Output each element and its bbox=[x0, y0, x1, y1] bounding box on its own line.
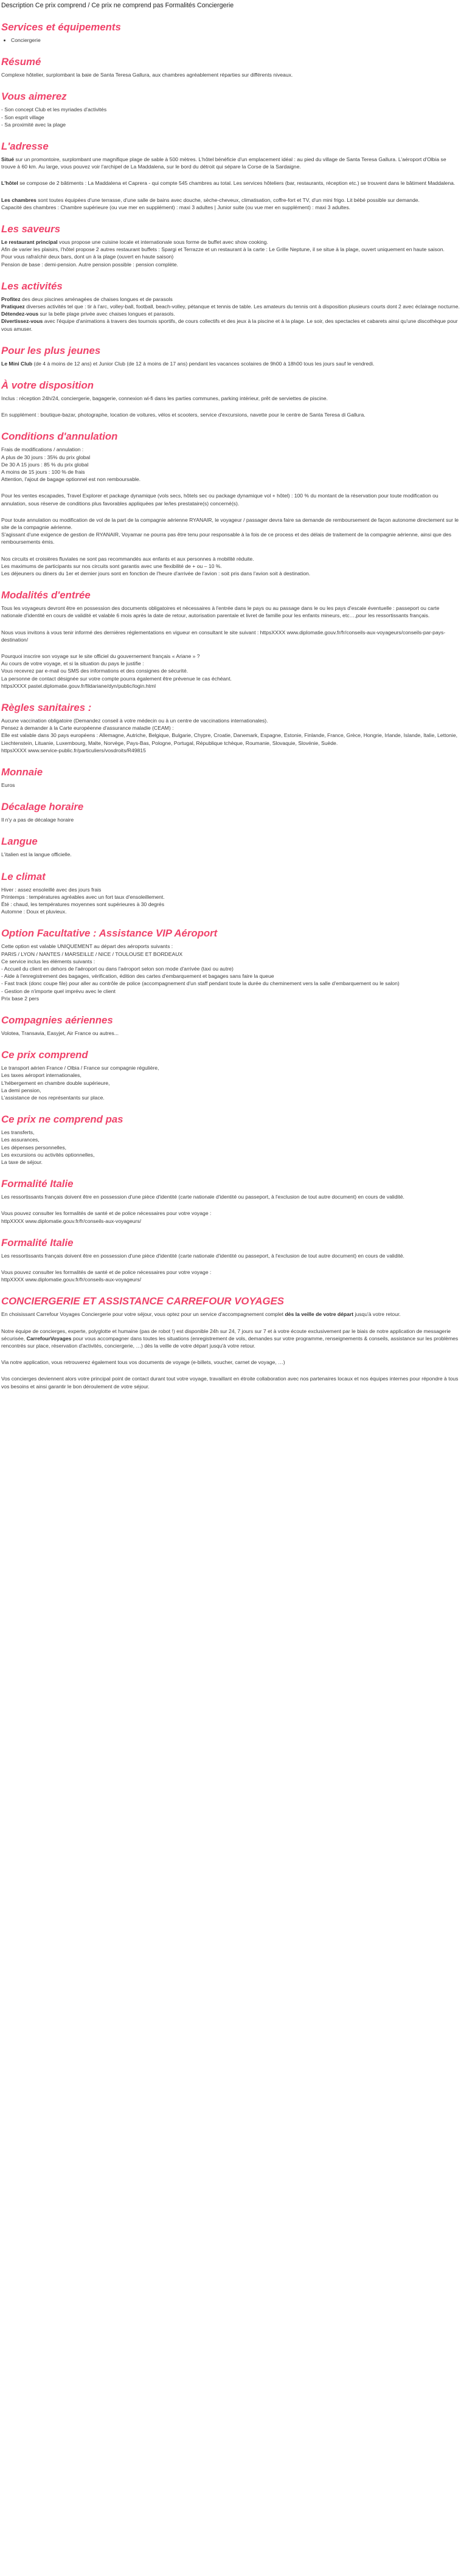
section-formalite-italie bbox=[1, 1237, 460, 1284]
body-text: La personne de contact désignée sur votre compte pourra également être prévenue le cas échéant. bbox=[1, 675, 232, 682]
text-line bbox=[1, 1072, 460, 1079]
text-line bbox=[1, 492, 460, 507]
text-line bbox=[1, 675, 460, 682]
section-pour-les-plus-jeunes bbox=[1, 345, 460, 367]
body-text: Les assurances, bbox=[1, 1137, 40, 1143]
paragraph bbox=[1, 71, 460, 78]
body-text: Ce service inclus les éléments suivants : bbox=[1, 958, 95, 964]
text-line bbox=[1, 468, 460, 476]
section-title: Décalage horaire bbox=[1, 801, 84, 813]
list-item: • Conciergerie bbox=[11, 36, 460, 44]
body-text: PARIS / LYON / NANTES / MARSEILLE / NICE / TOULOUSE ET BORDEAUX bbox=[1, 950, 183, 957]
body-text: Nous vous invitons à vous tenir informé des dernières réglementations en vigueur en consultant le site suivant : httpsXXXX www.diplomatie.gouv.fr/fr/conseils-aux-voyageurs/conseils-par-pays-destination/ bbox=[1, 629, 446, 643]
text-line bbox=[1, 629, 460, 643]
body-text: Pour vous rafraîchir deux bars, dont un à la plage (ouvert en haute saison) bbox=[1, 254, 174, 260]
body-text: httpsXXXX www.service-public.fr/particuliers/vosdroits/R49815 bbox=[1, 747, 146, 753]
body-text: Pourquoi inscrire son voyage sur le site officiel du gouvernement français « Ariane » ? bbox=[1, 653, 200, 659]
text-line bbox=[1, 1079, 460, 1087]
section-title: Règles sanitaires : bbox=[1, 702, 92, 714]
text-line bbox=[1, 995, 460, 1002]
body-text: - Aide à l'enregistrement des bagages, vérification, édition des cartes d'embarquement et bagages sans faire la queue bbox=[1, 973, 274, 980]
body-text: jusqu'à votre retour. bbox=[353, 1311, 401, 1318]
body-text: Hiver : assez ensoleillé avec des jours frais bbox=[1, 886, 102, 893]
body-text: sur la belle plage privée avec chaises longues et parasols. bbox=[38, 311, 175, 317]
section-title: L'adresse bbox=[1, 140, 49, 152]
text-line bbox=[1, 531, 460, 545]
text-line bbox=[1, 1252, 460, 1259]
text-line bbox=[1, 253, 460, 260]
body-text: Automne : Doux et pluvieux. bbox=[1, 909, 67, 915]
text-line bbox=[1, 717, 460, 724]
paragraph bbox=[1, 1064, 460, 1101]
section-l-adresse bbox=[1, 140, 460, 211]
emphasis-text: Le Mini Club bbox=[1, 360, 33, 367]
emphasis-text: Détendez-vous bbox=[1, 311, 39, 317]
body-text: Le transport aérien France / Olbia / France sur compagnie régulière, bbox=[1, 1065, 159, 1072]
text-line bbox=[1, 781, 460, 789]
text-line bbox=[1, 204, 460, 211]
section-title: Les activités bbox=[1, 280, 63, 292]
body-text: S'agissant d'une exigence de gestion de RYANAIR, Voyamar ne pourra pas être tenu pour responsable à la fois de ce process et des délais de traitement de la compagnie aérienne, ainsi que des remboursements émis. bbox=[1, 531, 452, 545]
text-line bbox=[1, 965, 460, 972]
section-decalage-horaire bbox=[1, 801, 460, 823]
body-text: Il n'y a pas de décalage horaire bbox=[1, 817, 74, 823]
body-text: httpsXXXX pastel.diplomatie.gouv.fr/fildariane/dyn/public/login.html bbox=[1, 682, 156, 689]
content bbox=[1, 21, 460, 1390]
body-text: (de 4 à moins de 12 ans) et Junior Club (de 12 à moins de 17 ans) pendant les vacances scolaires de 9h00 à 18h00 tous les jours sauf le vendredi. bbox=[32, 360, 375, 367]
section-compagnies-aeriennes bbox=[1, 1014, 460, 1037]
paragraph bbox=[1, 156, 460, 170]
body-text: L'assistance de nos représentants sur place. bbox=[1, 1094, 105, 1101]
text-line bbox=[1, 555, 460, 563]
text-line bbox=[1, 1193, 460, 1200]
paragraph bbox=[1, 604, 460, 619]
section-services-et-equipements bbox=[1, 21, 460, 44]
text-line bbox=[1, 1311, 460, 1318]
body-text: De 30 A 15 jours : 85 % du prix global bbox=[1, 461, 89, 468]
paragraph bbox=[1, 555, 460, 578]
section-conciergerie-et-assistance-carrefour-voyages bbox=[1, 1295, 460, 1390]
body-text: La taxe de séjour. bbox=[1, 1158, 43, 1165]
body-text: Cette option est valable UNIQUEMENT au départ des aéroports suivants : bbox=[1, 943, 173, 950]
body-text: - Gestion de n'importe quel imprévu avec le client bbox=[1, 988, 116, 994]
text-line bbox=[1, 261, 460, 268]
paragraph bbox=[1, 516, 460, 546]
paragraph bbox=[1, 1210, 460, 1224]
text-line bbox=[1, 516, 460, 531]
text-line bbox=[1, 1269, 460, 1276]
text-line bbox=[1, 1087, 460, 1094]
text-line bbox=[1, 1217, 460, 1225]
text-line bbox=[1, 570, 460, 577]
body-text: Prix base 2 pers bbox=[1, 995, 40, 1002]
body-text: Pour toute annulation ou modification de vol de la part de la compagnie aérienne RYANAIR, le voyageur / passager devra faire sa demande de remboursement de façon autonome directement sur le site de la compagnie aérienne. bbox=[1, 516, 459, 530]
paragraph bbox=[1, 179, 460, 187]
paragraph bbox=[1, 1030, 460, 1037]
section-modalites-d-entree bbox=[1, 589, 460, 690]
text-line bbox=[1, 296, 460, 303]
body-text: Pension de base : demi-pension. Autre pension possible : pension complète. bbox=[1, 261, 178, 268]
section-resume bbox=[1, 56, 460, 78]
paragraph bbox=[1, 446, 460, 483]
paragraph bbox=[1, 851, 460, 858]
paragraph bbox=[1, 106, 460, 128]
emphasis-text: Divertissez-vous bbox=[1, 318, 43, 325]
text-line bbox=[1, 1359, 460, 1366]
body-text: Vous pouvez consulter les formalités de santé et de police nécessaires pour votre voyage : bbox=[1, 1269, 212, 1275]
section-ce-prix-ne-comprend-pas bbox=[1, 1113, 460, 1166]
body-text: Au cours de votre voyage, et si la situation du pays le justifie : bbox=[1, 660, 144, 667]
text-line bbox=[1, 1136, 460, 1143]
text-line bbox=[1, 950, 460, 958]
text-line bbox=[1, 901, 460, 908]
section-title: Formalité Italie bbox=[1, 1236, 74, 1248]
body-text: diverses activités tel que : tir à l'arc, volley-ball, football, beach-volley, pétanque et tennis de table. Les amateurs du tennis ont à disposition plusieurs courts dont 2 avec éclairage nocturne. bbox=[24, 303, 460, 310]
body-text: - Accueil du client en dehors de l'aéroport ou dans l'aéroport selon son mode d'arrivée (taxi ou autre) bbox=[1, 965, 234, 972]
section-le-climat bbox=[1, 871, 460, 916]
breadcrumb: Description Ce prix comprend / Ce prix ne comprend pas Formalités Conciergerie bbox=[1, 2, 234, 9]
section-title: Formalité Italie bbox=[1, 1178, 74, 1190]
text-line bbox=[1, 395, 460, 402]
text-line bbox=[1, 604, 460, 619]
text-line bbox=[1, 1210, 460, 1217]
body-text: sont toutes équipées d'une terrasse, d'une salle de bains avec douche, sèche-cheveux, climatisation, coffre-fort et TV, d'un mini frigo. Lit bébé possible sur demande. bbox=[36, 196, 420, 203]
paragraph bbox=[1, 781, 460, 789]
paragraph bbox=[1, 1359, 460, 1366]
text-line bbox=[1, 1276, 460, 1283]
text-line bbox=[1, 908, 460, 915]
paragraph bbox=[1, 395, 460, 402]
text-line bbox=[1, 121, 460, 128]
section-title: Ce prix comprend bbox=[1, 1049, 88, 1061]
body-text: Euros bbox=[1, 782, 15, 788]
paragraph bbox=[1, 1311, 460, 1318]
paragraph bbox=[1, 1269, 460, 1283]
body-text: des deux piscines aménagées de chaises longues et de parasols bbox=[20, 296, 173, 302]
text-line bbox=[1, 303, 460, 310]
body-text: pour vous accompagner dans toutes les situations (enregistrement de vols, demandes sur votre programme, renseignements & conseils, assistance sur les problèmes rencontrés sur place, réservation d'activités, conciergerie, …) dès la veille de votre départ jusqu'à votre retour. bbox=[1, 1335, 459, 1349]
emphasis-text: Profitez bbox=[1, 296, 21, 302]
body-text: Capacité des chambres : Chambre supérieure (ou vue mer en supplément) : maxi 3 adultes | Junior suite (ou vue mer en supplément) : maxi 3 adultes. bbox=[1, 204, 350, 210]
section-vous-aimerez bbox=[1, 91, 460, 128]
text-line bbox=[1, 653, 460, 660]
body-text: Vos concierges deviennent alors votre principal point de contact durant tout votre voyage, travaillant en étroite collaboration avec nos partenaires locaux et nos équipes internes pour répondre à tous vos besoins et ainsi garantir le bon déroulement de votre séjour. bbox=[1, 1376, 459, 1390]
section-conditions-d-annulation bbox=[1, 431, 460, 577]
body-text: Afin de varier les plaisirs, l'hôtel propose 2 autres restaurant buffets : Spargi et Terrazze et un restaurant à la carte : Le Grille Neptune, il se situe à la plage, ouvert uniquement en haute saison. bbox=[1, 246, 445, 253]
body-text: httpXXXX www.diplomatie.gouv.fr/fr/conseils-aux-voyageurs/ bbox=[1, 1217, 142, 1224]
body-text: se compose de 2 bâtiments : La Maddalena et Caprera - qui compte 545 chambres au total. Les services hôteliers (bar, restaurants, réception etc.) se trouvent dans le bâtiment Maddalena. bbox=[18, 180, 456, 187]
paragraph bbox=[1, 717, 460, 754]
text-line bbox=[1, 660, 460, 667]
paragraph bbox=[1, 1375, 460, 1390]
text-line bbox=[1, 1129, 460, 1136]
text-line bbox=[1, 1328, 460, 1350]
body-text: Printemps : températures agréables avec un fort taux d'ensoleillement. bbox=[1, 893, 165, 900]
section-title: CONCIERGERIE ET ASSISTANCE CARREFOUR VOYAGES bbox=[1, 1295, 284, 1307]
section-monnaie bbox=[1, 766, 460, 789]
section-option-facultative-assistance-vip-aeroport bbox=[1, 927, 460, 1002]
paragraph bbox=[1, 492, 460, 507]
text-line bbox=[1, 71, 460, 78]
body-text: A plus de 30 jours : 35% du prix global bbox=[1, 454, 91, 460]
body-text: L'italien est la langue officielle. bbox=[1, 851, 72, 858]
text-line bbox=[1, 1151, 460, 1158]
paragraph bbox=[1, 238, 460, 268]
emphasis-text: L'hôtel bbox=[1, 180, 18, 187]
section-title: Langue bbox=[1, 836, 38, 848]
paragraph bbox=[1, 943, 460, 1002]
text-line bbox=[1, 563, 460, 570]
paragraph bbox=[1, 1328, 460, 1350]
section-title: À votre disposition bbox=[1, 379, 94, 391]
text-line bbox=[1, 1094, 460, 1101]
text-line bbox=[1, 732, 460, 746]
text-line bbox=[1, 446, 460, 453]
body-text: - Sa proximité avec la plage bbox=[1, 121, 66, 128]
body-text: Nos circuits et croisières fluviales ne sont pas recommandés aux enfants et aux personnes à mobilité réduite. bbox=[1, 555, 254, 562]
body-text: Les maximums de participants sur nos circuits sont garantis avec une flexibilité de + ou – 10 %. bbox=[1, 563, 222, 569]
text-line bbox=[1, 461, 460, 468]
section-title: Ce prix ne comprend pas bbox=[1, 1113, 123, 1126]
section-title: Option Facultative : Assistance VIP Aéroport bbox=[1, 927, 218, 940]
text-line bbox=[1, 310, 460, 317]
text-line bbox=[1, 980, 460, 987]
emphasis-text: CarrefourVoyages bbox=[26, 1335, 72, 1342]
text-line bbox=[1, 958, 460, 965]
text-line bbox=[1, 454, 460, 461]
section-title: Modalités d'entrée bbox=[1, 589, 91, 601]
body-text: Volotea, Transavia, Easyjet, Air France ou autres... bbox=[1, 1030, 119, 1036]
body-text: Elle est valable dans 30 pays européens : Allemagne, Autriche, Belgique, Bulgarie, Chypre, Croatie, Danemark, Espagne, Estonie, Finlande, France, Grèce, Hongrie, Irlande, Islande, Italie, Lettonie, Liechtenstein, Lituanie, Luxembourg, Malte, Norvège, Pays-Bas, Pologne, Portugal, République tchèque, Roumanie, Slovaquie, Slovénie, Suède. bbox=[1, 732, 457, 746]
text-line bbox=[1, 476, 460, 483]
body-text: - Fast track (donc coupe file) pour aller au contrôle de police (accompagnement d'un staff pendant toute la durée du cheminement vers la salle d'embarquement ou le salon) bbox=[1, 980, 400, 987]
section-a-votre-disposition bbox=[1, 379, 460, 418]
emphasis-text: Les chambres bbox=[1, 196, 36, 203]
section-title: Monnaie bbox=[1, 766, 43, 778]
text-line bbox=[1, 886, 460, 893]
body-text: Via notre application, vous retrouverez également tous vos documents de voyage (e-billets, voucher, carnet de voyage, …) bbox=[1, 1359, 285, 1366]
text-line bbox=[1, 156, 460, 170]
body-text: Les ressortissants français doivent être en possession d'une pièce d'identité (carte nationale d'identité ou passeport, à l'exclusion de tout autre document) en cours de validité. bbox=[1, 1194, 404, 1200]
body-text: La demi pension, bbox=[1, 1087, 41, 1093]
body-text: Les transferts, bbox=[1, 1129, 35, 1136]
body-text: En supplément : boutique-bazar, photographe, location de voitures, vélos et scooters, service d'excursions, navette pour le centre de Santa Teresa di Gallura. bbox=[1, 412, 366, 418]
text-line bbox=[1, 988, 460, 995]
body-text: Les ressortissants français doivent être en possession d'une pièce d'identité (carte nationale d'identité ou passeport, à l'exclusion de tout autre document) en cours de validité. bbox=[1, 1252, 404, 1259]
paragraph bbox=[1, 360, 460, 367]
section-title: Vous aimerez bbox=[1, 91, 67, 103]
body-text: Aucune vaccination obligatoire (Demandez conseil à votre médecin ou à un centre de vaccinations internationales). bbox=[1, 718, 268, 724]
paragraph bbox=[1, 296, 460, 333]
body-text: Les taxes aéroport internationales, bbox=[1, 1072, 81, 1079]
section-title: Les saveurs bbox=[1, 223, 61, 235]
section-regles-sanitaires bbox=[1, 702, 460, 754]
text-line bbox=[1, 1144, 460, 1151]
body-text: vous propose une cuisine locale et internationale sous forme de buffet avec show cooking. bbox=[57, 238, 268, 245]
section-title: Conditions d'annulation bbox=[1, 431, 118, 443]
section-ce-prix-comprend bbox=[1, 1049, 460, 1101]
text-line bbox=[1, 246, 460, 253]
paragraph bbox=[1, 196, 460, 211]
body-text: httpXXXX www.diplomatie.gouv.fr/fr/conseils-aux-voyageurs/ bbox=[1, 1276, 142, 1283]
text-line bbox=[1, 943, 460, 950]
paragraph bbox=[1, 1252, 460, 1259]
emphasis-text: Situé bbox=[1, 156, 15, 162]
text-line bbox=[1, 724, 460, 732]
paragraph bbox=[1, 411, 460, 418]
body-text: sur un promontoire, surplombant une magnifique plage de sable à 500 mètres. L'hôtel bénéficie d'un emplacement idéal : au pied du village de Santa Teresa Gallura. L'aéroport d'Olbia se trouve à 60 km. Au large, vous pouvez voir l'archipel de La Maddalena, sur le bord du détroit qui sépare la Corse de la Sardaigne. bbox=[1, 156, 446, 170]
text-line bbox=[1, 106, 460, 113]
section-formalite-italie bbox=[1, 1178, 460, 1225]
body-text: Les déjeuners ou diners du 1er et dernier jours sont en fonction de l'heure d'arrivée de l'avion : soit pris dans l'avion soit à destination. bbox=[1, 570, 311, 576]
body-text: En choisissant Carrefour Voyages Conciergerie pour votre séjour, vous optez pour un service d'accompagnement complet bbox=[1, 1311, 285, 1318]
text-line bbox=[1, 1375, 460, 1390]
paragraph bbox=[1, 653, 460, 690]
section-title: Services et équipements bbox=[1, 21, 121, 33]
body-text: Les dépenses personnelles, bbox=[1, 1144, 67, 1151]
body-text: Frais de modifications / annulation : bbox=[1, 446, 84, 453]
paragraph bbox=[1, 1193, 460, 1200]
text-line bbox=[1, 317, 460, 332]
text-line bbox=[1, 114, 460, 121]
body-text: Pensez à demander à la Carte européenne d'assurance maladie (CEAM) : bbox=[1, 725, 174, 732]
body-text: avec l'équipe d'animations à travers des tournois sportifs, de cours collectifs et des jeux à la piscine et à la plage. Le soir, des spectacles et cabarets ainsi qu'une discothèque pour vous amuser. bbox=[1, 318, 458, 332]
text-line bbox=[1, 747, 460, 754]
bullet-list bbox=[1, 36, 460, 44]
text-line bbox=[1, 972, 460, 980]
section-langue bbox=[1, 836, 460, 858]
body-text: Attention, l'ajout de bagage optionnel est non remboursable. bbox=[1, 476, 141, 483]
text-line bbox=[1, 360, 460, 367]
body-text: A moins de 15 jours : 100 % de frais bbox=[1, 468, 85, 475]
body-text: Inclus : réception 24h/24, conciergerie, bagagerie, connexion wi-fi dans les parties communes, parking intérieur, prêt de serviettes de piscine. bbox=[1, 395, 328, 401]
text-line bbox=[1, 851, 460, 858]
text-line bbox=[1, 816, 460, 823]
section-les-activites bbox=[1, 280, 460, 333]
body-text: Été : chaud, les températures moyennes sont supérieures à 30 degrés bbox=[1, 901, 164, 907]
body-text: Pour les ventes escapades, Travel Explorer et package dynamique (vols secs, hôtels sec ou package dynamique vol + hôtel) : 100 % du montant de la réservation pour toute modification ou annulation, sous réserve de conditions plus favorables appliquées par le/les prestataire(s) concerné(s). bbox=[1, 493, 438, 507]
body-text: - Son esprit village bbox=[1, 114, 44, 120]
text-line bbox=[1, 1158, 460, 1166]
text-line bbox=[1, 179, 460, 187]
body-text: Vous recevrez par e-mail ou SMS des informations et des consignes de sécurité. bbox=[1, 668, 189, 674]
text-line bbox=[1, 1030, 460, 1037]
section-title: Le climat bbox=[1, 870, 46, 882]
text-line bbox=[1, 682, 460, 690]
text-line bbox=[1, 893, 460, 901]
text-line bbox=[1, 1064, 460, 1072]
section-title: Résumé bbox=[1, 56, 41, 68]
body-text: Les excursions ou activités optionnelles, bbox=[1, 1151, 95, 1158]
paragraph bbox=[1, 816, 460, 823]
body-text: Notre équipe de concierges, experte, polyglotte et humaine (pas de robot !) est disponible 24h sur 24, 7 jours sur 7 et à votre écoute exclusivement par le biais de notre application de messagerie sécurisée, bbox=[1, 1328, 451, 1342]
text-line bbox=[1, 238, 460, 246]
text-line bbox=[1, 411, 460, 418]
paragraph bbox=[1, 629, 460, 643]
paragraph bbox=[1, 886, 460, 916]
paragraph bbox=[1, 1129, 460, 1166]
body-text: Complexe hôtelier, surplombant la baie de Santa Teresa Gallura, aux chambres agréablement réparties sur différents niveaux. bbox=[1, 72, 293, 78]
section-title: Compagnies aériennes bbox=[1, 1014, 113, 1026]
body-text: Tous les voyageurs devront être en possession des documents obligatoires et nécessaires à l'entrée dans le pays ou au passage dans le ou les pays d'escale éventuelle : passeport ou carte nationale d'identité en cours de validité et valable 6 mois après la date de retour, autorisation parentale et livret de famille pour les enfants mineurs, etc…,pour les ressortissants français. bbox=[1, 605, 440, 619]
body-text: Vous pouvez consulter les formalités de santé et de police nécessaires pour votre voyage : bbox=[1, 1210, 212, 1217]
body-text: - Son concept Club et les myriades d'activités bbox=[1, 106, 107, 113]
text-line bbox=[1, 196, 460, 204]
body-text: L'hébergement en chambre double supérieure, bbox=[1, 1079, 110, 1086]
emphasis-text: Pratiquez bbox=[1, 303, 25, 310]
text-line bbox=[1, 667, 460, 674]
emphasis-text: dès la veille de votre départ bbox=[285, 1311, 354, 1318]
section-title: Pour les plus jeunes bbox=[1, 344, 101, 356]
emphasis-text: Le restaurant principal bbox=[1, 238, 58, 245]
section-les-saveurs bbox=[1, 223, 460, 268]
